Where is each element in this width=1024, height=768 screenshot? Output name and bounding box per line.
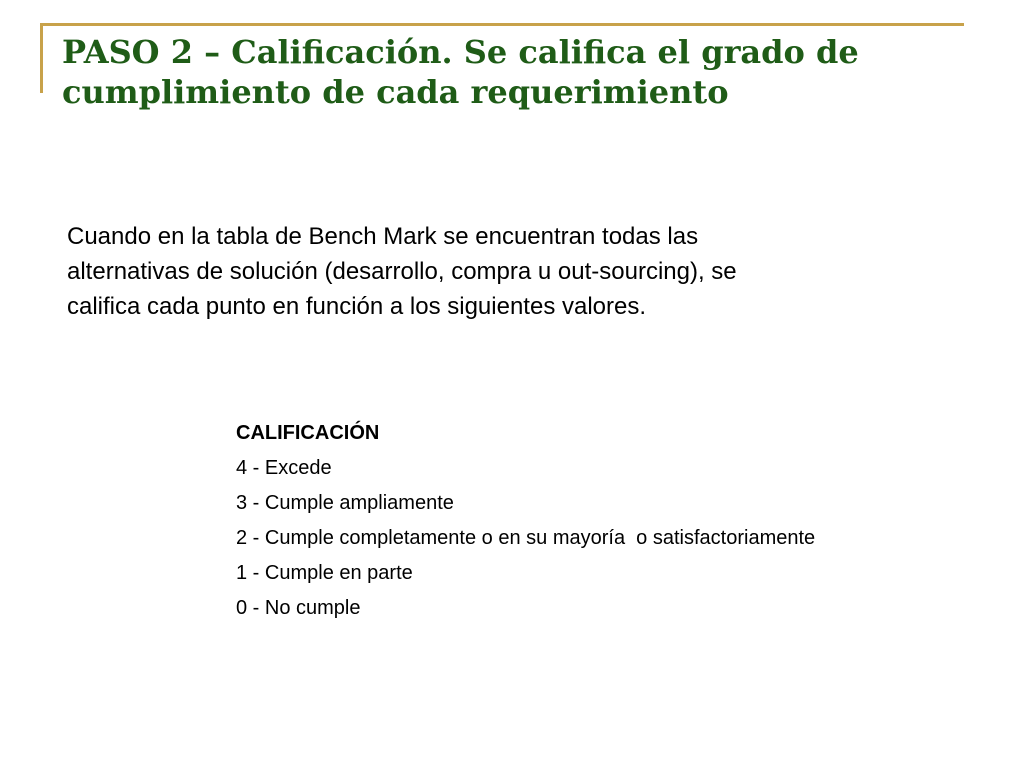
intro-line-2: alternativas de solución (desarrollo, compra u out-sourcing), se: [67, 258, 737, 285]
rating-scale-heading: CALIFICACIÓN: [236, 422, 380, 444]
accent-line-left: [40, 23, 43, 93]
slide-title-line-2: cumplimiento de cada requerimiento: [62, 73, 729, 111]
rating-item-4: 4 - Excede: [236, 457, 332, 479]
intro-line-1: Cuando en la tabla de Bench Mark se encuentran todas las: [67, 223, 699, 250]
intro-line-3: califica cada punto en función a los siguientes valores.: [67, 293, 647, 320]
rating-scale-list: [236, 420, 996, 630]
rating-item-3: 3 - Cumple ampliamente: [236, 492, 454, 514]
intro-paragraph: [67, 219, 927, 324]
accent-line-top: [40, 23, 964, 26]
rating-item-0: 0 - No cumple: [236, 597, 361, 619]
rating-item-2: 2 - Cumple completamente o en su mayoría o satisfactoriamente: [236, 527, 816, 549]
slide-title-line-1: PASO 2 – Calificación. Se califica el grado de: [62, 33, 859, 71]
rating-item-1: 1 - Cumple en parte: [236, 562, 413, 584]
slide-title: [62, 32, 962, 112]
